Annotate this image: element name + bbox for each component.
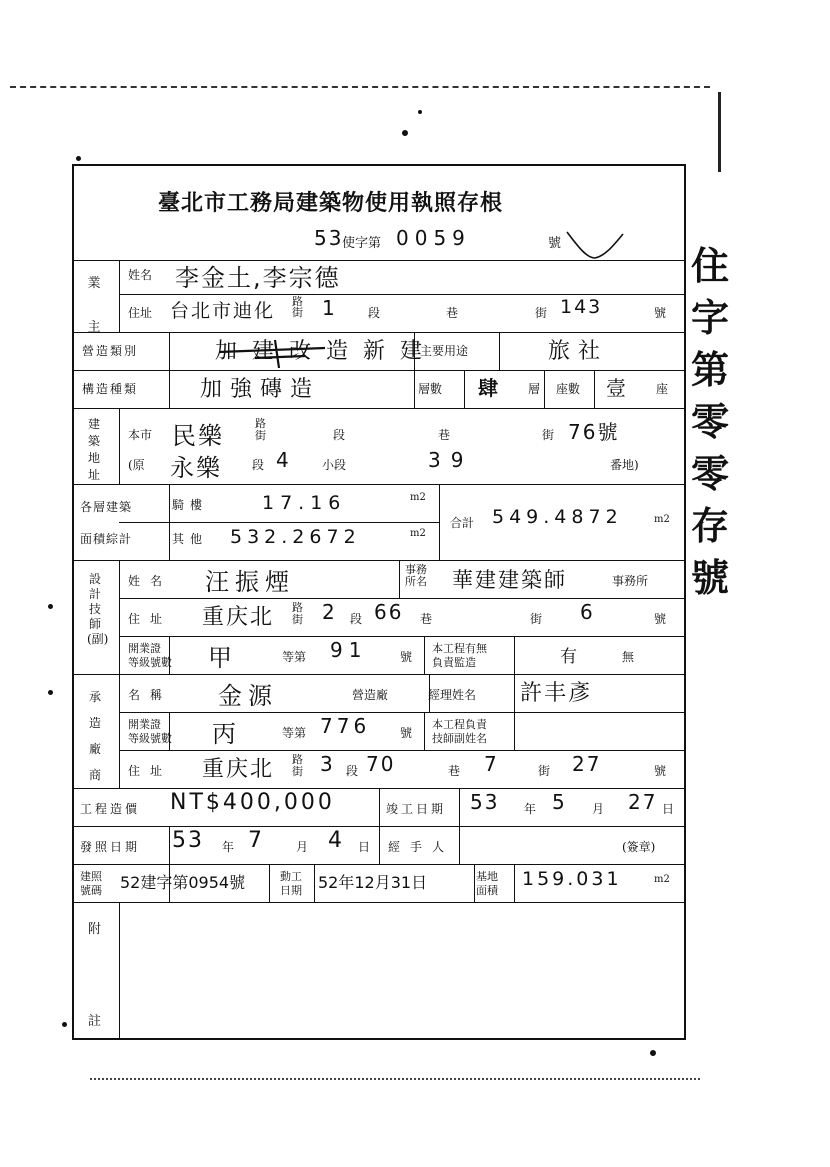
base-label-2: 面積 [476,884,498,897]
site-old-segment: 段 [252,458,265,472]
designer-license-mid: 等第 [282,650,307,664]
issue-label: 發照日期 [80,840,141,854]
contractor-hao: 號 [654,764,667,778]
office-label: 事務所名 [405,563,427,588]
base-unit: m2 [654,874,670,885]
designer-hao: 號 [654,612,667,626]
seal-label: (簽章) [622,840,656,854]
scan-edge-right [718,92,721,172]
total-label: 合計 [450,516,475,530]
handler-label: 經手人 [388,840,455,854]
owner-addr-value: 台北市迪化 [170,300,276,322]
designer-seg-value: 2 [322,600,337,624]
scan-edge-top [10,86,710,88]
remarks-label-1: 附 [88,922,102,937]
issue-year-value: 53 [172,828,204,853]
floor-area-label-2: 面積綜計 [80,532,133,546]
issue-year: 年 [222,840,235,854]
base-value: 159.031 [522,868,622,890]
supervise-none: 無 [622,650,635,664]
site-road-value: 民樂 [172,422,224,450]
contractor-lujie: 路街 [292,753,303,778]
owner-addr-label: 住址 [128,306,153,320]
total-unit: m2 [654,514,670,525]
designer-license-grade: 甲 [208,644,234,672]
site-number-value: 76號 [568,420,620,444]
start-label-1: 動工 [280,870,302,883]
serial-prefix: 使字第 [342,236,382,251]
other-value: 532.2672 [230,526,361,548]
contractor-addr-label: 住址 [128,764,173,778]
contractor-no-value: 27 [572,752,602,776]
construction-type-label: 營造類別 [82,344,139,358]
main-use-value: 旅社 [548,339,609,364]
owner-name-value: 李金土,李宗德 [175,264,341,292]
owner-segment: 段 [368,306,381,320]
site-city: 本市 [128,428,153,442]
completion-month-value: 5 [552,790,567,814]
contractor-name-label: 名稱 [128,688,173,702]
speck [418,110,422,114]
speck [62,1022,67,1027]
issue-day: 日 [358,840,371,854]
construction-type-value: 加 建 改 造 新 建 [215,339,426,364]
contractor-license-no: 776 [320,714,371,738]
main-use-label: 主要用途 [420,344,469,358]
designer-street: 街 [530,612,543,626]
site-district-value: 永樂 [170,454,222,482]
contractor-license-mid: 等第 [282,726,307,740]
contractor-lane: 巷 [448,764,461,778]
site-old-segment-value: 4 [276,448,291,472]
bldg-count-label: 座數 [556,382,581,396]
supervise-label-2: 負責監造 [432,656,476,669]
floors-value: 肆 [478,376,500,400]
contractor-seg-value: 3 [320,752,335,776]
owner-name-label: 姓名 [128,268,153,282]
structure-label: 構造種類 [82,382,139,396]
tech-label-1: 本工程負責 [432,718,487,731]
arcade-unit: m2 [410,492,426,503]
permit-label-1: 建照 [80,870,102,883]
designer-license-label-1: 開業證 [128,642,161,655]
speck [48,604,53,609]
scan-edge-bottom [90,1078,700,1080]
designer-segment: 段 [350,612,363,626]
owner-street: 街 [535,306,548,320]
remarks-label-2: 註 [88,1014,102,1029]
office-suffix: 事務所 [612,574,649,588]
contractor-name-value: 金源 [218,682,278,710]
site-group-label: 建築地址 [87,417,100,482]
site-lujie: 路街 [255,417,266,442]
owner-lane: 巷 [446,306,459,320]
tech-label-2: 技師副姓名 [432,732,487,745]
site-lane: 巷 [438,428,451,442]
contractor-license-label-1: 開業證 [128,718,161,731]
cost-value: NT$400,000 [170,790,335,815]
total-value: 549.4872 [492,506,623,528]
designer-group-label: 設計技師(副) [87,572,109,646]
designer-license-hao: 號 [400,650,413,664]
speck [48,690,53,695]
supervise-value: 有 [560,647,579,667]
floors-label: 層數 [418,382,443,396]
contractor-group-label: 承造廠商 [88,690,101,782]
issue-month-value: 7 [248,828,264,853]
arcade-label: 騎樓 [172,498,209,512]
site-old-prefix: (原 [128,458,145,472]
contractor-segment: 段 [346,764,359,778]
speck [76,156,81,161]
contractor-license-hao: 號 [400,726,413,740]
serial-suffix: 號 [548,236,562,251]
designer-no-value: 6 [580,600,595,624]
other-label: 其他 [172,532,209,546]
base-label-1: 基地 [476,870,498,883]
owner-street-no: 143 [560,296,603,318]
permit-value: 52建字第0954號 [120,873,246,892]
floors-unit: 層 [528,382,541,396]
designer-lujie: 路街 [292,601,303,626]
cost-label: 工程造價 [80,802,141,816]
contractor-license-label-2: 等級號數 [128,732,172,745]
page-title: 臺北市工務局建築物使用執照存根 [158,190,504,216]
completion-day: 日 [662,802,675,816]
contractor-lane-value: 70 [366,752,396,776]
designer-lane-value: 66 [374,600,404,624]
strikeout-scribble [215,334,335,370]
contractor-addr-value: 重庆北 [202,757,275,782]
bldg-count-unit: 座 [656,382,669,396]
serial-number: 0059 [396,226,471,250]
contractor-street-value: 7 [484,752,499,776]
supervise-label-1: 本工程有無 [432,642,487,655]
start-value: 52年12月31日 [318,873,428,892]
completion-year-value: 53 [470,790,500,814]
issue-day-value: 4 [328,828,344,853]
contractor-license-grade: 丙 [212,720,238,748]
designer-name-label: 姓名 [128,574,173,588]
owner-group-label: 業主 [87,276,101,335]
contractor-street: 街 [538,764,551,778]
start-label-2: 日期 [280,884,302,897]
side-vertical-text: 住字第零零存號 [690,243,729,600]
other-unit: m2 [410,528,426,539]
completion-day-value: 27 [628,790,658,814]
floor-area-label-1: 各層建築 [80,500,133,514]
designer-license-no: 91 [330,638,368,662]
site-segment: 段 [333,428,346,442]
bldg-count-value: 壹 [606,376,628,400]
permit-label-2: 號碼 [80,884,102,897]
owner-hao: 號 [654,306,667,320]
completion-month: 月 [592,802,605,816]
speck [650,1050,656,1056]
designer-addr-value: 重庆北 [202,605,275,630]
site-subsection: 小段 [322,458,347,472]
manager-value: 許丰彥 [520,681,593,706]
speck [402,130,408,136]
site-street: 街 [542,428,555,442]
designer-addr-label: 住址 [128,612,173,626]
designer-name-value: 汪振煙 [205,568,295,596]
owner-lujie: 路街 [292,295,303,319]
completion-label: 竣工日期 [386,802,447,816]
structure-value: 加強磚造 [200,377,321,402]
site-lot-label: 番地) [610,458,639,472]
completion-year: 年 [524,802,537,816]
manager-label: 經理姓名 [428,688,477,702]
contractor-firm-suffix: 營造廠 [352,688,389,702]
site-lot-value: 39 [428,448,474,472]
designer-license-label-2: 等級號數 [128,656,172,669]
office-value: 華建建築師 [452,568,567,592]
arcade-value: 17.16 [262,492,347,514]
designer-lane: 巷 [420,612,433,626]
issue-month: 月 [296,840,309,854]
serial-year: 53 [314,226,344,250]
owner-segment-value: 1 [322,296,337,320]
